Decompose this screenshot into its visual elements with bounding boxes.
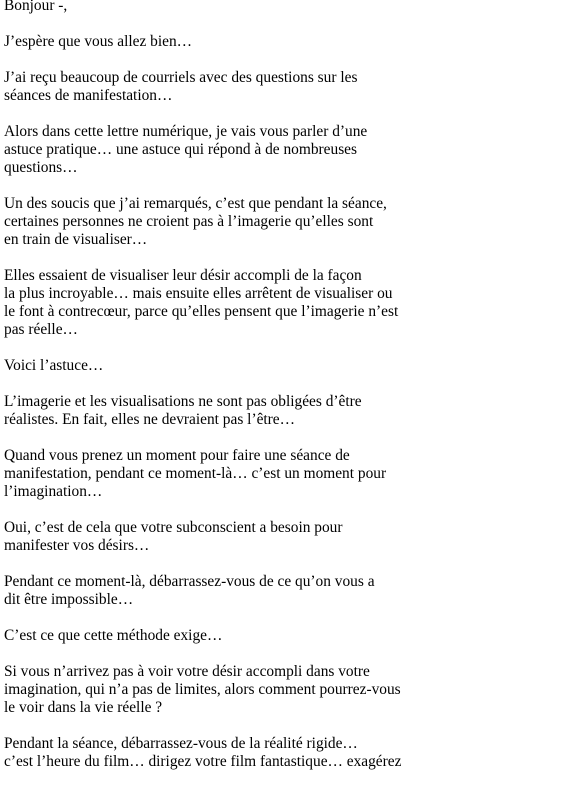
paragraph bbox=[4, 69, 574, 105]
text-line: la plus incroyable… mais ensuite elles arrêtent de visualiser ou bbox=[4, 285, 393, 302]
text-line: pas réelle… bbox=[4, 321, 78, 338]
text-line: le voir dans la vie réelle ? bbox=[4, 699, 163, 716]
text-line: imagination, qui n’a pas de limites, alors comment pourrez-vous bbox=[4, 681, 401, 698]
text-line: Un des soucis que j’ai remarqués, c’est que pendant la séance, bbox=[4, 195, 387, 212]
paragraph bbox=[4, 573, 574, 609]
text-line: L’imagerie et les visualisations ne sont pas obligées d’être bbox=[4, 393, 362, 410]
text-line: questions… bbox=[4, 159, 78, 176]
paragraph bbox=[4, 123, 574, 177]
text-line: réalistes. En fait, elles ne devraient pas l’être… bbox=[4, 411, 296, 428]
text-line: en train de visualiser… bbox=[4, 231, 148, 248]
paragraph bbox=[4, 357, 574, 375]
text-line: C’est ce que cette méthode exige… bbox=[4, 627, 223, 644]
text-line: dit être impossible… bbox=[4, 591, 134, 608]
text-line: Pendant ce moment-là, débarrassez-vous de ce qu’on vous a bbox=[4, 573, 375, 590]
paragraph bbox=[4, 663, 574, 717]
text-line: certaines personnes ne croient pas à l’imagerie qu’elles sont bbox=[4, 213, 374, 230]
text-line: Elles essaient de visualiser leur désir accompli de la façon bbox=[4, 267, 362, 284]
text-line: le font à contrecœur, parce qu’elles pensent que l’imagerie n’est bbox=[4, 303, 399, 320]
text-line: Voici l’astuce… bbox=[4, 357, 104, 374]
text-line: J’espère que vous allez bien… bbox=[4, 33, 193, 50]
paragraph-greeting bbox=[4, 0, 574, 15]
text-line: Si vous n’arrivez pas à voir votre désir accompli dans votre bbox=[4, 663, 370, 680]
text-line: J’ai reçu beaucoup de courriels avec des questions sur les bbox=[4, 69, 358, 86]
text-line: séances de manifestation… bbox=[4, 87, 173, 104]
text-line: manifestation, pendant ce moment-là… c’est un moment pour bbox=[4, 465, 387, 482]
paragraph bbox=[4, 33, 574, 51]
paragraph bbox=[4, 519, 574, 555]
paragraph bbox=[4, 447, 574, 501]
text-line: manifester vos désirs… bbox=[4, 537, 150, 554]
text-line: c’est l’heure du film… dirigez votre film fantastique… exagérez bbox=[4, 753, 402, 770]
paragraph bbox=[4, 735, 574, 771]
text-line: Bonjour -, bbox=[4, 0, 68, 14]
text-line: Quand vous prenez un moment pour faire une séance de bbox=[4, 447, 350, 464]
text-line: Pendant la séance, débarrassez-vous de la réalité rigide… bbox=[4, 735, 358, 752]
text-line: l’imagination… bbox=[4, 483, 103, 500]
text-line: astuce pratique… une astuce qui répond à de nombreuses bbox=[4, 141, 358, 158]
paragraph bbox=[4, 627, 574, 645]
paragraph bbox=[4, 393, 574, 429]
paragraph bbox=[4, 267, 574, 339]
text-line: Alors dans cette lettre numérique, je vais vous parler d’une bbox=[4, 123, 368, 140]
text-line: Oui, c’est de cela que votre subconscient a besoin pour bbox=[4, 519, 343, 536]
paragraph bbox=[4, 195, 574, 249]
letter-body bbox=[4, 0, 574, 789]
